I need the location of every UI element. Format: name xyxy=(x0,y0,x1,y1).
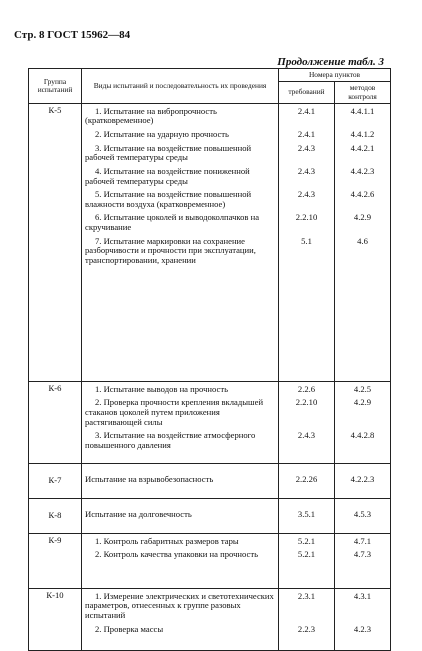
control-method-number: 4.7.3 xyxy=(353,549,372,560)
requirement-number: 5.1 xyxy=(301,235,312,246)
methods-cell xyxy=(335,463,391,498)
test-description: 1. Контроль габаритных размеров тары xyxy=(95,535,239,546)
control-method-number: 4.7.1 xyxy=(353,535,372,546)
test-description: 5. Испытание на воздействие повышенной влажности воздуха (кратковременное) xyxy=(85,189,252,209)
test-types-cell xyxy=(82,103,279,381)
requirement-number: 2.3.1 xyxy=(297,590,316,601)
page-header: Стр. 8 ГОСТ 15962—84 xyxy=(14,29,131,41)
group-row xyxy=(29,533,391,588)
methods-cell xyxy=(335,498,391,533)
methods-cell xyxy=(335,588,391,650)
control-method-number: 4.4.2.8 xyxy=(350,430,375,441)
test-description: Испытание на долговечность xyxy=(85,509,192,520)
test-description: 4. Испытание на воздействие пониженной рабочей температуры среды xyxy=(85,165,250,186)
requirements-cell xyxy=(279,588,335,650)
control-method-number: 4.2.9 xyxy=(353,212,372,223)
requirements-cell xyxy=(279,463,335,498)
col-methods-header: методов контроля xyxy=(335,82,391,104)
control-method-number: 4.4.2.6 xyxy=(350,189,375,200)
col-req-header: требований xyxy=(279,82,335,104)
requirements-cell xyxy=(279,381,335,463)
requirement-number: 2.2.26 xyxy=(295,474,318,485)
control-method-number: 4.2.9 xyxy=(353,397,372,408)
methods-cell xyxy=(335,381,391,463)
control-method-number: 4.4.2.1 xyxy=(350,142,375,153)
requirement-number: 2.2.3 xyxy=(297,623,316,634)
control-method-number: 4.2.5 xyxy=(353,383,372,394)
methods-cell xyxy=(335,533,391,588)
requirements-cell xyxy=(279,498,335,533)
table-continuation-label: Продолжение табл. 3 xyxy=(277,56,384,68)
requirement-number: 2.4.3 xyxy=(297,142,316,153)
test-description: 6. Испытание цоколей и выводоколпачков на скручивание xyxy=(85,212,260,233)
methods-cell xyxy=(335,103,391,381)
requirement-number: 2.2.10 xyxy=(295,212,318,223)
requirement-number: 2.2.10 xyxy=(295,397,318,408)
control-method-number: 4.4.2.3 xyxy=(350,165,375,176)
test-description: 7. Испытание маркировки на сохранение разборчивости и прочности при эксплуатации, транспортировании, хранении xyxy=(85,235,256,265)
col-type-header: Виды испытаний и последовательность их проведения xyxy=(82,69,279,104)
group-row xyxy=(29,103,391,381)
requirement-number: 2.4.3 xyxy=(297,430,316,441)
group-name: К-7 xyxy=(29,463,82,498)
control-method-number: 4.5.3 xyxy=(353,509,372,520)
test-description: 1. Измерение электрических и светотехнических параметров, отнесенных к группе разовых испытаний xyxy=(85,590,274,621)
requirement-number: 2.4.3 xyxy=(297,189,316,200)
group-name: К-10 xyxy=(29,588,82,650)
test-description: 3. Испытание на воздействие атмосферного повышенного давления xyxy=(85,430,256,450)
requirements-cell xyxy=(279,103,335,381)
test-types-cell xyxy=(82,498,279,533)
col-points-header: Номера пунктов xyxy=(279,69,391,82)
control-method-number: 4.2.2.3 xyxy=(350,474,375,485)
control-method-number: 4.4.1.2 xyxy=(350,129,375,140)
group-row xyxy=(29,463,391,498)
col-group-header: Группа испытаний xyxy=(29,69,82,104)
control-method-number: 4.6 xyxy=(357,235,368,246)
control-method-number: 4.3.1 xyxy=(353,590,372,601)
group-row xyxy=(29,381,391,463)
group-name: К-8 xyxy=(29,498,82,533)
group-row xyxy=(29,588,391,650)
group-name: К-9 xyxy=(29,533,82,588)
requirement-number: 2.4.1 xyxy=(297,129,316,140)
test-description: 3. Испытание на воздействие повышенной рабочей температуры среды xyxy=(85,142,252,163)
test-description: 1. Испытание выводов на прочность xyxy=(95,383,229,394)
test-description: 2. Контроль качества упаковки на прочность xyxy=(95,549,259,560)
group-name: К-6 xyxy=(29,381,82,463)
test-description: 1. Испытание на вибропрочность (кратковременное) xyxy=(85,105,217,126)
test-description: 2. Проверка прочности крепления вкладышей стаканов цоколей путем приложения растягивающей силы xyxy=(85,397,264,427)
requirement-number: 5.2.1 xyxy=(297,549,316,560)
requirement-number: 2.4.3 xyxy=(297,165,316,176)
control-method-number: 4.4.1.1 xyxy=(350,105,375,116)
group-name: К-5 xyxy=(29,103,82,381)
control-method-number: 4.2.3 xyxy=(353,623,372,634)
requirements-cell xyxy=(279,533,335,588)
test-table xyxy=(28,68,391,651)
test-types-cell xyxy=(82,533,279,588)
test-types-cell xyxy=(82,463,279,498)
test-types-cell xyxy=(82,588,279,650)
requirement-number: 2.2.6 xyxy=(297,383,316,394)
test-description: Испытание на взрывобезопасность xyxy=(85,474,214,485)
test-description: 2. Проверка массы xyxy=(95,623,164,634)
test-description: 2. Испытание на ударную прочность xyxy=(95,129,229,140)
requirement-number: 2.4.1 xyxy=(297,105,316,116)
test-types-cell xyxy=(82,381,279,463)
group-row xyxy=(29,498,391,533)
requirement-number: 5.2.1 xyxy=(297,535,316,546)
requirement-number: 3.5.1 xyxy=(297,509,316,520)
